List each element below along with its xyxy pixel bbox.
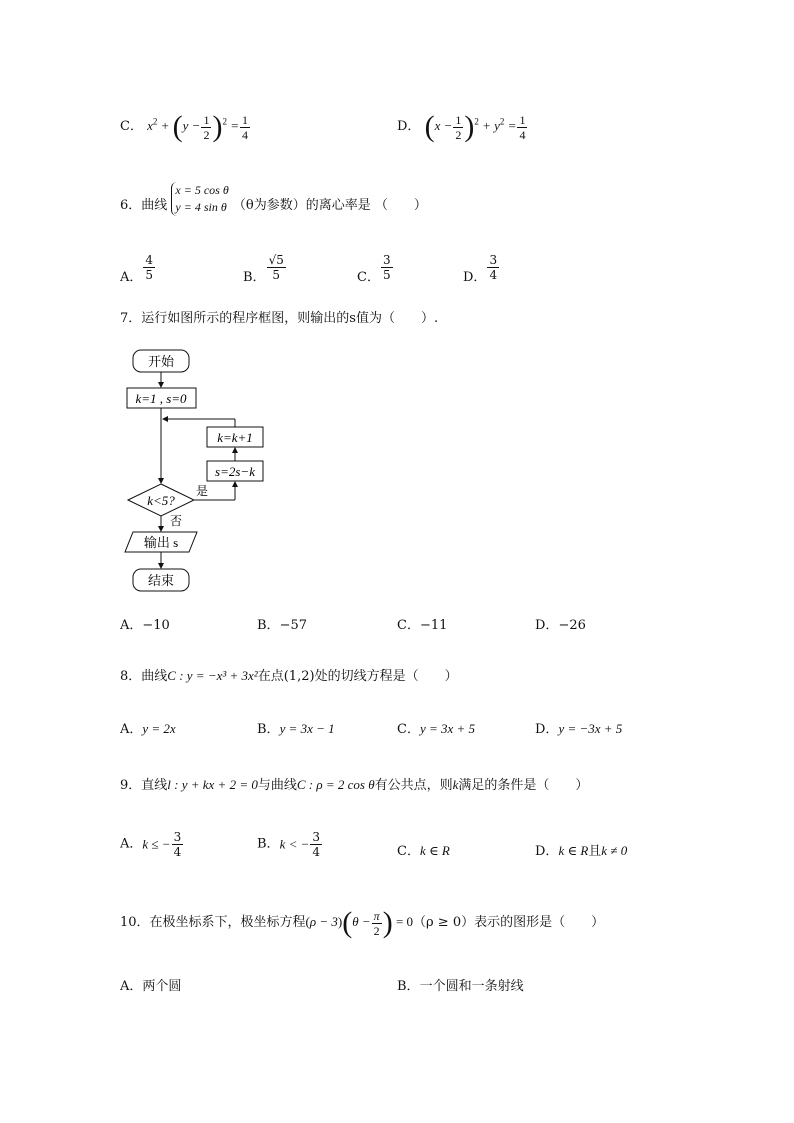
q9-option-b: B．k < − $\frac{3}{4}$ (257, 830, 321, 859)
q7-option-b: B．−57 (257, 618, 307, 633)
q8-option-b: B．y = 3x − 1 (257, 721, 335, 737)
flow-decision-text: k<5? (147, 493, 175, 508)
q7-option-d: D．−26 (535, 618, 586, 633)
q9-line: l : y + kx + 2 = 0 (167, 777, 258, 792)
q7-flowchart (120, 345, 280, 595)
q10-equation: (ρ − 3)(θ − $\frac{\pi}{2}$ ) = 0 (305, 906, 414, 939)
q6-parametric-system (171, 182, 228, 216)
q8-option-c: C．y = 3x + 5 (397, 721, 476, 737)
q6-option-d: D． $\frac{3}{4}$ (463, 253, 498, 285)
q10-stem: 10．在极坐标系下，极坐标方程(ρ − 3)(θ − $\frac{\pi}{2}$ ) = 0（ρ ≥ 0）表示的图形是（ ） (120, 906, 605, 939)
q5-option-c (120, 112, 251, 142)
q9-option-c: C．k ∈ R (397, 843, 450, 859)
q9-option-d: D．k ∈ R且k ≠ 0 (535, 843, 628, 859)
q6-option-a: A． $\frac{4}{5}$ (120, 253, 154, 285)
flow-inc-text: k=k+1 (217, 430, 253, 445)
q7-stem: 7．运行如图所示的程序框图，则输出的s值为（ ）. (120, 311, 439, 326)
q6-option-b: B． $\frac{√5}{5}$ (243, 253, 284, 285)
q5-option-d-equation: (x − $\frac{1}{2}$ )$^2 + y^2$ = $\frac{1}{4}$ (424, 110, 526, 143)
flow-end-text: 结束 (147, 573, 175, 588)
q5-option-c-equation: $x^2 + (y$ − $\frac{1}{2}$ )$^2$ = $\frac{1}{4}$ (147, 110, 248, 143)
q6-stem-prefix: 6．曲线 (120, 198, 168, 213)
flow-yes-label: 是 (196, 484, 209, 498)
flow-update-text: s=2s−k (215, 464, 255, 479)
q6-stem-suffix: （θ为参数）的离心率是 （ ） (232, 198, 427, 213)
q8-option-d: D．y = −3x + 5 (535, 721, 623, 737)
q6-param-x: x = 5 cos θ (175, 183, 229, 197)
q6-stem (120, 182, 427, 216)
flow-output-text: 输出 s (143, 535, 179, 550)
q8-point: (1,2) (283, 669, 315, 684)
flow-init-text: k=1 , s=0 (135, 391, 187, 406)
q8-option-a: A．y = 2x (120, 721, 176, 737)
q6-option-c: C． $\frac{3}{5}$ (357, 253, 391, 285)
q6-param-y: y = 4 sin θ (175, 200, 227, 214)
q9-stem: 9．直线l : y + kx + 2 = 0与曲线C : ρ = 2 cos θ有公共点，则k满足的条件是（ ） (120, 777, 589, 793)
flow-start-text: 开始 (147, 354, 175, 369)
q7-option-c: C．−11 (397, 618, 448, 633)
q9-option-a: A．k ≤ − $\frac{3}{4}$ (120, 830, 182, 859)
q8-curve: C : y = −x³ + 3x² (167, 668, 258, 683)
q10-option-a: A．两个圆 (120, 979, 182, 994)
q5-option-d-label: D． (397, 118, 421, 134)
q8-stem: 8．曲线C : y = −x³ + 3x²在点(1,2)处的切线方程是（ ） (120, 668, 458, 684)
q10-option-b: B．一个圆和一条射线 (397, 979, 524, 994)
q7-option-a: A．−10 (120, 618, 170, 633)
q5-option-d (397, 112, 528, 142)
q9-curve: C : ρ = 2 cos θ (296, 777, 375, 792)
flow-no-label: 否 (170, 514, 183, 528)
q5-option-c-label: C． (120, 118, 143, 134)
